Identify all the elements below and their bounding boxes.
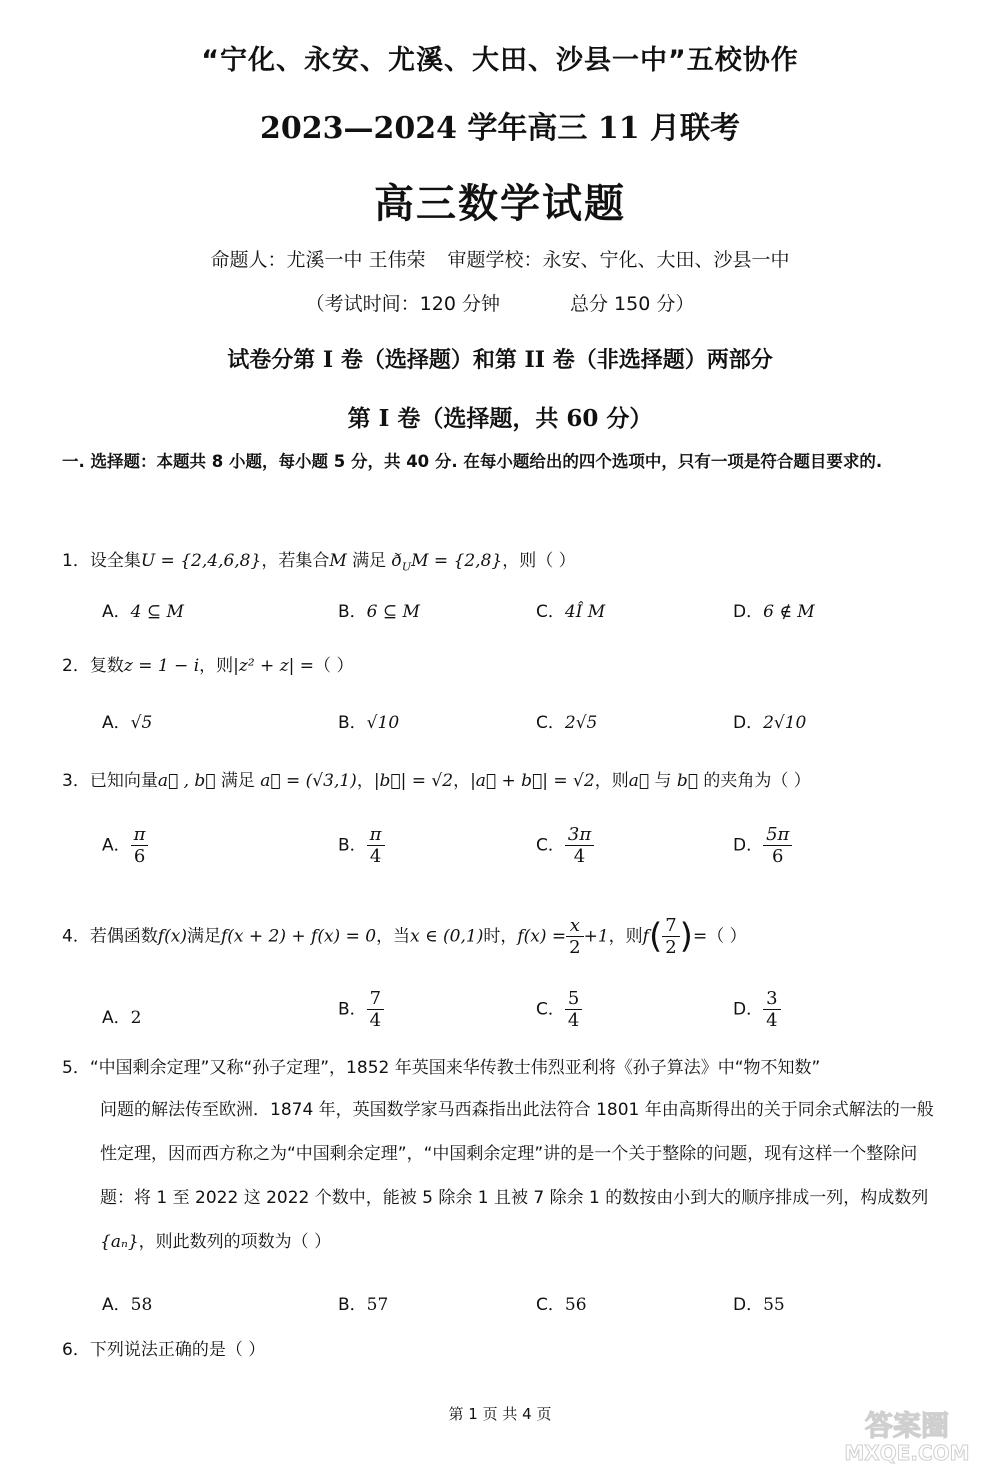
q2-option-d: D．2√10 [733,713,807,733]
q5-option-a: A．58 [102,1295,153,1315]
question-6: 6．下列说法正确的是（ ） [62,1340,266,1360]
q1-math-a: U = {2,4,6,8} [140,551,262,571]
question-3: 3．已知向量a⃗ , b⃗ 满足 a⃗ = (√3,1)，|b⃗| = √2，|a⃗ + b⃗| = √2，则a⃗ 与 b⃗ 的夹角为（ ） [62,771,811,791]
svg-text:答案圈: 答案圈 [864,1409,950,1442]
q1-option-b: B．6 ⊆ M [338,602,420,622]
total-score: 总分 150 分） [570,293,695,315]
q2-math-a: z = 1 − i [123,656,200,676]
q5-option-b: B．57 [338,1295,389,1315]
q3-option-d: D． $\frac{5\pi}{6}$ [733,824,792,867]
q1-option-a: A．4 ⊆ M [102,602,184,622]
q4-option-a: A．2 [102,1008,142,1028]
q1-math-b: M [329,551,347,571]
q1-option-d: D．6 ∉ M [733,602,815,622]
svg-text:MXQE.COM: MXQE.COM [844,1441,970,1465]
q3-option-a: A． $\frac{\pi}{6}$ [102,824,148,867]
q1-math-c: ð [391,551,402,571]
q2-option-c: C．2√5 [536,713,598,733]
q1-text-b: ，若集合 [261,551,330,571]
q1-math-d: M = {2,8} [411,551,503,571]
q3-option-c: C． $\frac{3\pi}{4}$ [536,824,594,867]
q5-sequence: {aₙ} [100,1232,139,1252]
q1-number: 1． [62,551,90,571]
page-footer: 第 1 页 共 4 页 [448,1405,552,1423]
exam-info [0,289,1000,316]
q1-option-c: C．4Î M [536,602,606,622]
question-2: 2．复数z = 1 − i，则|z² + z| =（ ） [62,656,354,676]
exam-time: （考试时间：120 分钟 [305,293,500,315]
question-5-body: 问题的解法传至欧洲．1874 年，英国数学家马西森指出此法符合 1801 年由高斯得出的关于同余式解法的一般性定理，因而西方称之为“中国剩余定理”，“中国剩余定理”讲的是一个关于整除的问题，现有这样一个整除问题：将 1 至 2022 这 2022 个数中，能被 5 除余 1 且被 7 除余 1 的数按由小到大的顺序排成一列，构成数列{aₙ}，则此数列的项数为（ ） [100,1100,934,1252]
header-exam-name: 2023—2024 学年高三 11 月联考 [259,111,741,146]
q2-option-b: B．√10 [338,713,400,733]
q2-math-b: |z² + z| = [233,656,315,676]
question-1 [62,546,576,573]
reviewer: 审题学校：永安、宁化、大田、沙县一中 [447,249,790,271]
page-title: 高三数学试题 [374,180,626,227]
q4-option-b: B． $\frac{7}{4}$ [338,988,384,1031]
q5-option-d: D．55 [733,1295,785,1315]
watermark-logo [822,1405,992,1465]
author-line [0,245,1000,272]
question-4: 4．若偶函数f(x)满足f(x + 2) + f(x) = 0，当x ∈ (0,1)时，f(x) = $\frac{x}{2}$ +1，则f( $\frac{7}{2}$ )=（ ） [62,915,747,958]
q1-text-d: ，则（ ） [502,551,576,571]
question-5-line1: 5．“中国剩余定理”又称“孙子定理”，1852 年英国来华传教士伟烈亚利将《孙子算法》中“物不知数” [62,1058,821,1078]
q3-option-b: B． $\frac{\pi}{4}$ [338,824,385,867]
q2-option-a: A．√5 [102,713,153,733]
paper-parts: 试卷分第 I 卷（选择题）和第 II 卷（非选择题）两部分 [227,347,773,373]
q1-text-c: 满足 [346,551,392,571]
volume-1-heading: 第 I 卷（选择题，共 60 分） [347,405,653,432]
q4-option-c: C． $\frac{5}{4}$ [536,988,582,1031]
q1-text-a: 设全集 [89,551,141,571]
header-schools: “宁化、永安、尤溪、大田、沙县一中”五校协作 [201,45,799,76]
section-intro: 一. 选择题：本题共 8 小题，每小题 5 分，共 40 分. 在每小题给出的四个选项中，只有一项是符合题目要求的. [62,452,883,471]
author: 命题人：尤溪一中 王伟荣 [210,249,426,271]
q5-option-c: C．56 [536,1295,587,1315]
q1-math-c-sub: U [401,560,412,574]
q4-option-d: D． $\frac{3}{4}$ [733,988,781,1031]
